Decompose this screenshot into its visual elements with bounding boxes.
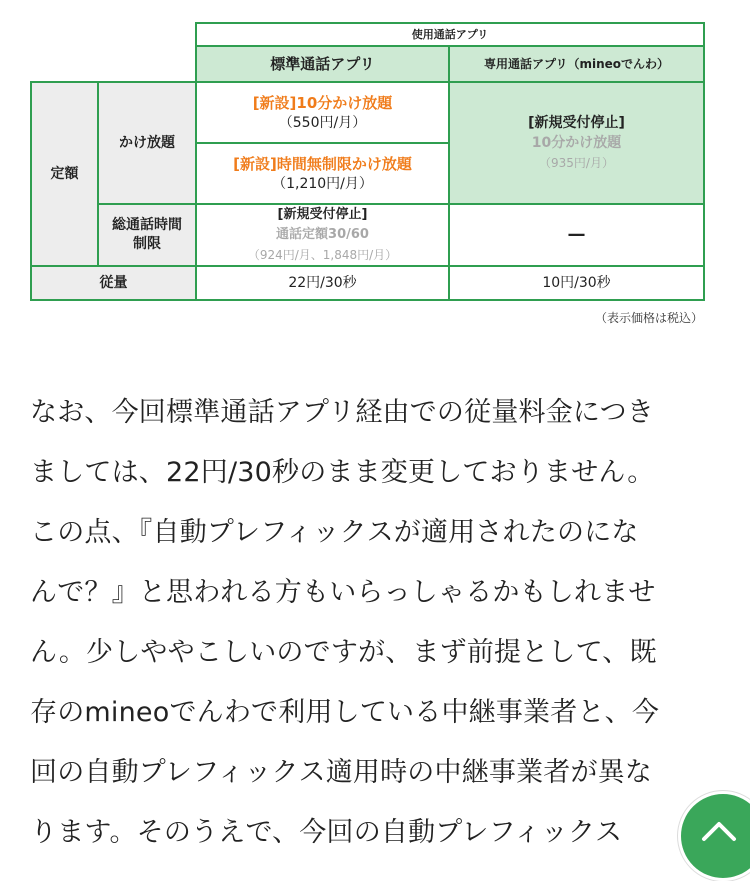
row-label-total-limit <box>98 204 196 266</box>
article-body <box>30 383 720 863</box>
row-label-kakehoudai: かけ放題 <box>98 82 196 204</box>
app-group-header: 使用通話アプリ <box>196 23 704 46</box>
article-line: ましては、22円/30秒のまま変更しておりません。 <box>30 457 655 488</box>
dedicated-app-header: 専用通話アプリ（mineoでんわ） <box>449 46 704 82</box>
standard-limit-price: （924円/月、1,848円/月） <box>247 248 398 262</box>
dedicated-kakehoudai-cell <box>449 82 704 204</box>
table-corner <box>31 23 196 82</box>
standard-juuryou-cell: 22円/30秒 <box>196 266 449 300</box>
article-line: んで？』と思われる方もいらっしゃるかもしれませ <box>30 577 656 608</box>
row-label-total-limit-text: 総通話時間制限 <box>112 217 182 252</box>
standard-limit-name: 通話定額30/60 <box>276 227 369 242</box>
row-label-juuryou: 従量 <box>31 266 196 300</box>
standard-app-header: 標準通話アプリ <box>196 46 449 82</box>
dedicated-kakehoudai-price: （935円/月） <box>539 156 614 170</box>
article-line: なお、今回標準通話アプリ経由での従量料金につき <box>30 397 654 428</box>
dedicated-kakehoudai-name: 10分かけ放題 <box>531 135 622 151</box>
article-line: ん。少しややこしいのですが、まず前提として、既 <box>30 637 657 668</box>
standard-unlimited-price: （1,210円/月） <box>272 175 373 192</box>
standard-unlimited-title: [新設]時間無制限かけ放題 <box>233 154 412 173</box>
article-line: 存のmineoでんわで利用している中継事業者と、今 <box>30 697 660 728</box>
chevron-up-icon <box>699 816 739 844</box>
row-label-teigaku: 定額 <box>31 82 98 266</box>
standard-limit-status: [新規受付停止] <box>277 207 368 222</box>
standard-limit-cell <box>196 204 449 266</box>
article-line: ります。そのうえで、今回の自動プレフィックス <box>30 817 623 848</box>
standard-10min-price: （550円/月） <box>278 114 367 131</box>
price-note: （表示価格は税込） <box>594 311 703 325</box>
article-line: この点、『自動プレフィックスが適用されたのにな <box>30 517 639 548</box>
dedicated-kakehoudai-status: [新規受付停止] <box>528 115 625 131</box>
standard-unlimited-cell <box>196 143 449 204</box>
standard-10min-cell <box>196 82 449 143</box>
dedicated-juuryou-cell: 10円/30秒 <box>449 266 704 300</box>
dedicated-limit-cell: — <box>449 204 704 266</box>
plan-comparison-table <box>30 22 705 301</box>
standard-10min-title: [新設]10分かけ放題 <box>252 93 393 112</box>
article-line: 回の自動プレフィックス適用時の中継事業者が異な <box>30 757 653 788</box>
